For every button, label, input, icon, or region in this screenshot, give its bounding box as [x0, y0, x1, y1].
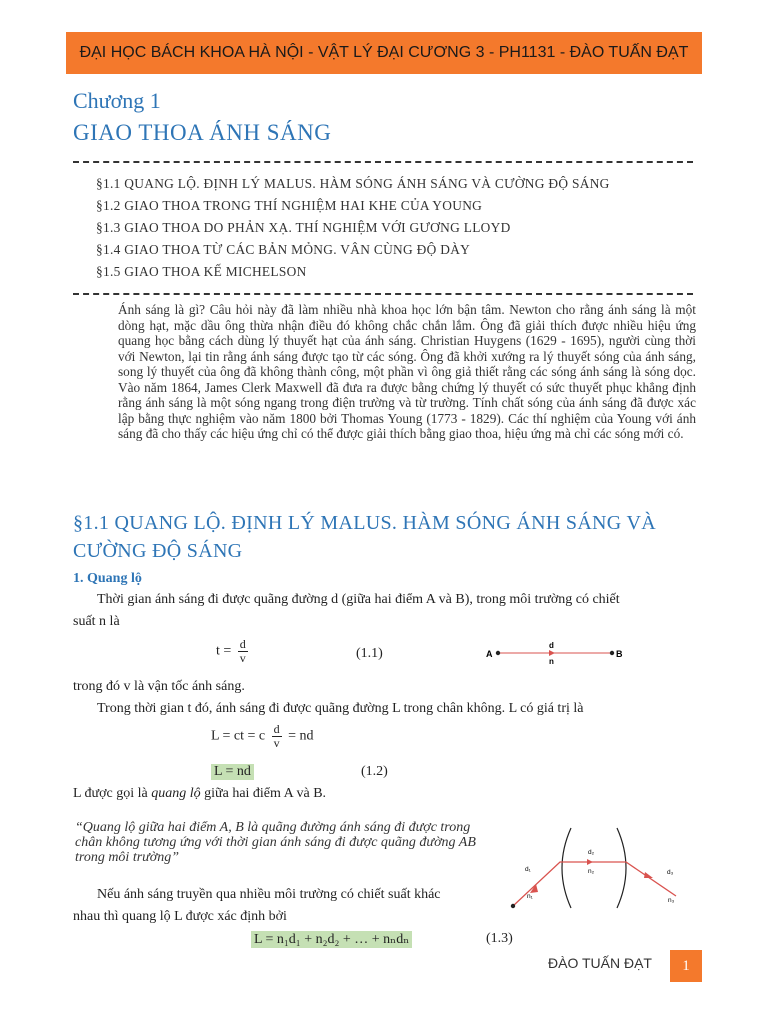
page-header: ĐẠI HỌC BÁCH KHOA HÀ NỘI - VẬT LÝ ĐẠI CƯƠNG 3 - PH1131 - ĐÀO TUẤN ĐẠT [66, 32, 702, 74]
label-d3: d₃ [667, 869, 674, 876]
text: giữa hai điểm A và B. [200, 786, 327, 801]
paragraph: trong đó v là vận tốc ánh sáng. [73, 679, 245, 694]
equation-3: L = nd [211, 764, 254, 780]
equation-4: L = n₁d₁ + n₂d₂ + … + nₙdₙ [251, 931, 412, 948]
eq2-rhs: = nd [288, 728, 314, 744]
toc-item[interactable]: §1.5 GIAO THOA KẾ MICHELSON [96, 264, 307, 279]
refraction-figure [503, 826, 703, 910]
emphasis: quang lộ [151, 786, 201, 801]
toc-item[interactable]: §1.1 QUANG LỘ. ĐỊNH LÝ MALUS. HÀM SÓNG ÁNH SÁNG VÀ CƯỜNG ĐỘ SÁNG [96, 176, 610, 191]
equation-4-label: (1.3) [486, 931, 513, 946]
interface-right [617, 828, 626, 908]
text: L được gọi là [73, 786, 152, 801]
divider [73, 161, 693, 163]
label-n3: n₃ [668, 897, 675, 904]
toc-item[interactable]: §1.4 GIAO THOA TỪ CÁC BẢN MỎNG. VÂN CÙNG ĐỘ DÀY [96, 242, 471, 257]
fraction-denominator: v [239, 651, 246, 665]
point-b [610, 651, 614, 655]
fraction [238, 638, 248, 665]
paragraph: Trong thời gian t đó, ánh sáng đi được quãng đường L trong chân không. L có giá trị là [97, 701, 584, 716]
toc-item[interactable]: §1.2 GIAO THOA TRONG THÍ NGHIỆM HAI KHE CỦA YOUNG [96, 198, 483, 213]
eq1-lhs: t = [216, 643, 232, 659]
definition-quote: “Quang lộ giữa hai điểm A, B là quãng đường ánh sáng đi được trong chân không tương ứng với thời gian ánh sáng đi được quãng đường AB trong môi trường” [75, 820, 476, 865]
start-point [511, 904, 515, 908]
equation-1-label: (1.1) [356, 646, 383, 661]
fraction-numerator: d [239, 637, 246, 651]
optical-path-figure [480, 636, 630, 670]
point-a [496, 651, 500, 655]
eq2-lhs: L = ct = c [211, 728, 266, 744]
intro-text: Ánh sáng là gì? Câu hỏi này đã làm nhiều nhà khoa học lớn bận tâm. Newton cho rằng ánh sáng là một dòng hạt, mặc dầu ông thừa nhận điều đó không chắc chắn lắm. Ông đã giải thích được nhiều hiệu ứng quang học bằng cách dùng lý thuyết hạt của ánh sáng. Christian Huygens (1629 - 1695), người cùng thời với Newton, lại tin rằng ánh sáng được tạo từ các sóng. Ông đã khởi xướng ra lý thuyết sóng của ánh sáng, song lý thuyết của ông đã không thành công, một phần vì ông giả thiết rằng các sóng ánh sáng là sóng dọc. Vào năm 1864, James Clerk Maxwell đã đưa ra được bằng chứng lý thuyết có sức thuyết phục khẳng định rằng ánh sáng là một sóng ngang trong điện trường và từ trường. Tính chất sóng của ánh sáng đã được xác lập bằng thực nghiệm vào năm 1800 bởi Thomas Young (1773 - 1829). Các thí nghiệm của Young với ánh sáng đã cho thấy các hiệu ứng chỉ có thể được giải thích bằng giao thoa, hiệu ứng mà chỉ các sóng mới có. [118, 302, 696, 441]
paragraph: suất n là [73, 614, 120, 629]
ray-path [513, 862, 676, 906]
equation-2 [211, 723, 314, 750]
equation-3-label: (1.2) [361, 764, 388, 779]
label-n1: n₁ [527, 893, 533, 900]
paragraph: Thời gian ánh sáng đi được quãng đường d (giữa hai điểm A và B), trong môi trường có chiết [97, 592, 620, 607]
label-a: A [486, 649, 493, 659]
section-title-line1: §1.1 QUANG LỘ. ĐỊNH LÝ MALUS. HÀM SÓNG ÁNH SÁNG VÀ [73, 512, 656, 534]
subsection-title: 1. Quang lộ [73, 571, 142, 586]
fraction [272, 723, 282, 750]
label-d2: d₂ [588, 849, 595, 856]
label-b: B [616, 649, 623, 659]
fraction-denominator: v [273, 736, 280, 750]
chapter-number: Chương 1 [73, 88, 161, 113]
label-n2: n₂ [588, 868, 595, 875]
paragraph [73, 786, 326, 802]
equation-1 [216, 638, 251, 665]
arrow-icon [644, 872, 653, 878]
interface-left [562, 828, 571, 908]
label-d1: d₁ [525, 866, 531, 873]
label-n: n [549, 657, 554, 666]
toc-item[interactable]: §1.3 GIAO THOA DO PHẢN XẠ. THÍ NGHIỆM VỚI GƯƠNG LLOYD [96, 220, 511, 235]
arrow-icon [587, 859, 593, 865]
section-title-line2: CƯỜNG ĐỘ SÁNG [73, 540, 243, 562]
arrow-icon [549, 650, 555, 656]
intro-paragraph [118, 302, 696, 442]
footer-author: ĐÀO TUẤN ĐẠT [548, 955, 652, 971]
divider [73, 293, 693, 295]
fraction-numerator: d [273, 722, 280, 736]
page-number: 1 [670, 950, 702, 982]
paragraph: nhau thì quang lộ L được xác định bởi [73, 909, 287, 924]
label-d: d [549, 641, 554, 650]
chapter-title: GIAO THOA ÁNH SÁNG [73, 120, 332, 145]
paragraph: Nếu ánh sáng truyền qua nhiều môi trường có chiết suất khác [97, 887, 441, 902]
